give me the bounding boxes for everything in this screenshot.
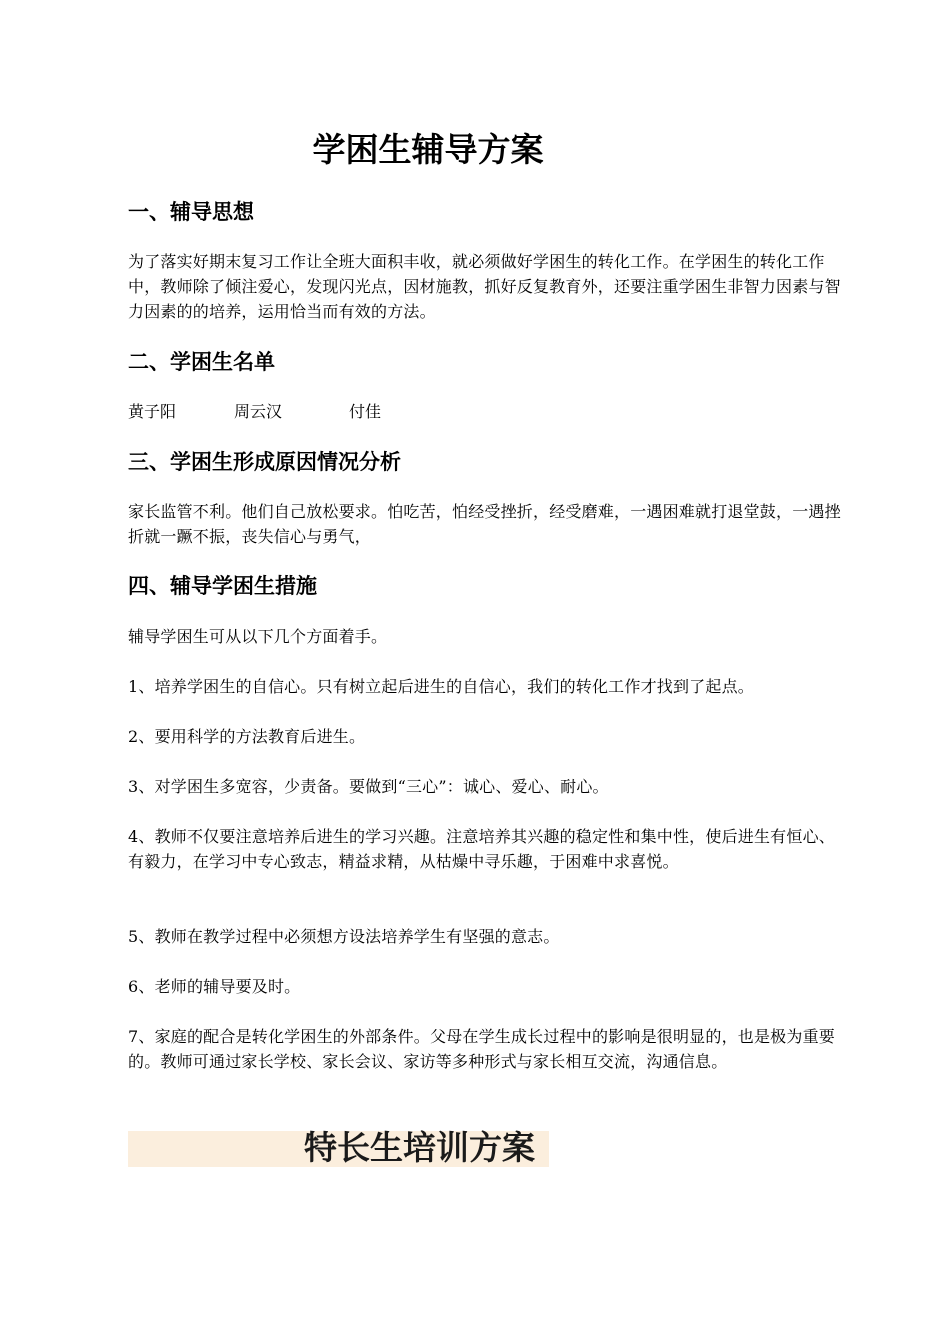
section-heading-guidance-idea: 一、辅导思想 [128, 200, 254, 224]
student-name: 周云汉 [234, 402, 283, 421]
paragraph-measure-1: 1、培养学困生的自信心。只有树立起后进生的自信心，我们的转化工作才找到了起点。 [128, 677, 754, 696]
paragraph-cause-analysis: 家长监管不利。他们自己放松要求。怕吃苦，怕经受挫折，经受磨难，一遇困难就打退堂鼓，一遇挫折就一蹶不振，丧失信心与勇气， [128, 502, 841, 546]
paragraph-measure-4: 4、教师不仅要注意培养后进生的学习兴趣。注意培养其兴趣的稳定性和集中性，使后进生有恒心、有毅力，在学习中专心致志，精益求精，从枯燥中寻乐趣，于困难中求喜悦。 [128, 827, 835, 871]
paragraph-measure-6: 6、老师的辅导要及时。 [128, 977, 301, 996]
paragraph-measures-intro: 辅导学困生可从以下几个方面着手。 [128, 627, 388, 646]
paragraph-measure-3: 3、对学困生多宽容，少责备。要做到“三心”：诚心、爱心、耐心。 [128, 777, 609, 796]
section-heading-measures: 四、辅导学困生措施 [128, 574, 317, 598]
document-title: 学困生辅导方案 [312, 130, 544, 169]
paragraph-measure-5: 5、教师在教学过程中必须想方设法培养学生有坚强的意志。 [128, 927, 560, 946]
student-name: 黄子阳 [128, 402, 177, 421]
paragraph-measure-7: 7、家庭的配合是转化学困生的外部条件。父母在学生成长过程中的影响是很明显的，也是极为重要的。教师可通过家长学校、家长会议、家访等多种形式与家长相互交流，沟通信息。 [128, 1027, 835, 1071]
student-name: 付佳 [349, 402, 382, 421]
section-heading-cause-analysis: 三、学困生形成原因情况分析 [128, 450, 401, 474]
section-heading-student-list: 二、学困生名单 [128, 350, 275, 374]
second-document-title: 特长生培训方案 [304, 1128, 535, 1167]
paragraph-guidance-idea: 为了落实好期末复习工作让全班大面积丰收，就必须做好学困生的转化工作。在学困生的转化工作中，教师除了倾注爱心，发现闪光点，因材施教，抓好反复教育外，还要注重学困生非智力因素与智力因素的的培养，运用恰当而有效的方法。 [128, 252, 841, 321]
paragraph-measure-2: 2、要用科学的方法教育后进生。 [128, 727, 366, 746]
student-name-list [128, 399, 381, 424]
